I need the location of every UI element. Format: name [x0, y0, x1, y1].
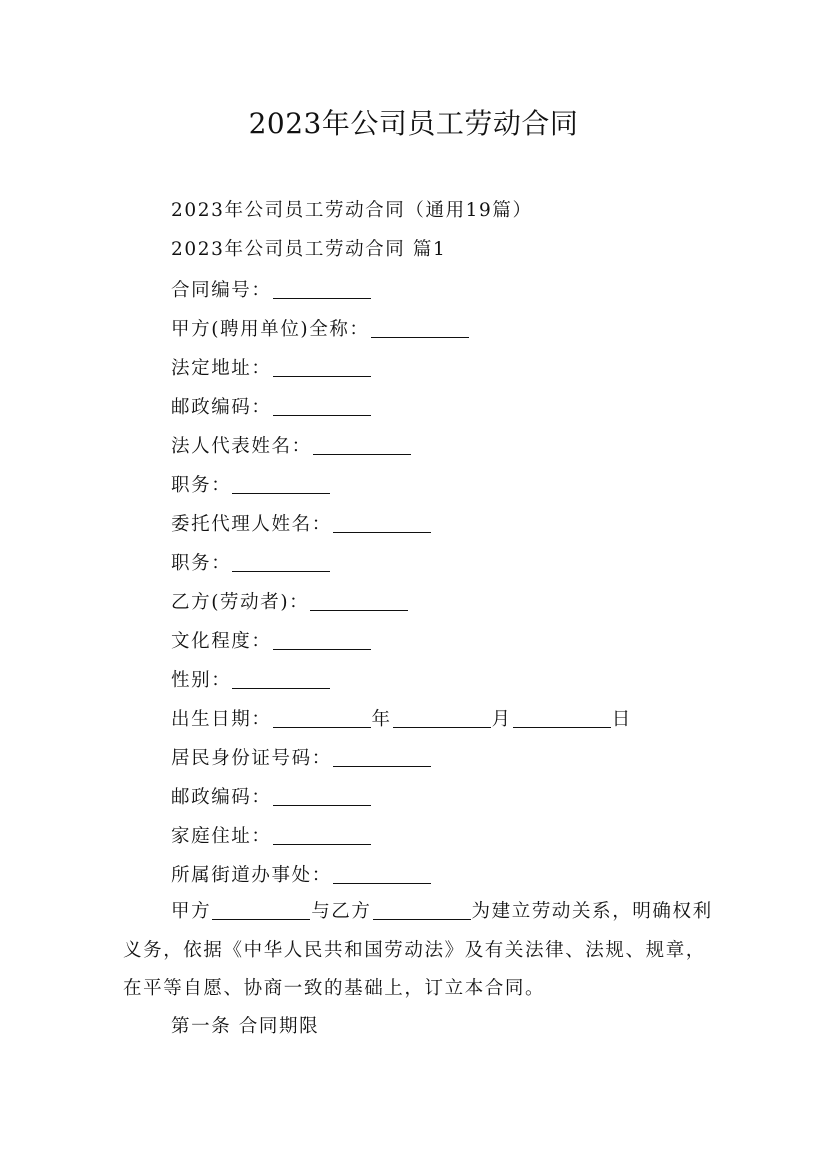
field-education: [171, 627, 372, 655]
field-contract-no: [171, 276, 372, 304]
field-birth-date: [171, 705, 632, 733]
field-position-2: [171, 549, 331, 577]
field-postal-code-a: [171, 393, 372, 421]
year-unit: 年: [371, 709, 392, 730]
document-subtitle: 2023年公司员工劳动合同（通用19篇）: [171, 200, 533, 221]
day-unit: 日: [611, 709, 632, 730]
blank-line: [273, 354, 371, 377]
field-party-b: [171, 588, 409, 616]
field-label: 居民身份证号码：: [171, 748, 332, 769]
field-label: 所属街道办事处：: [171, 865, 332, 886]
blank-line: [333, 744, 431, 767]
field-label: 邮政编码：: [171, 397, 272, 418]
field-position-1: [171, 471, 331, 499]
field-label: 甲方(聘用单位)全称：: [171, 319, 370, 340]
agreement-text-3: 为建立劳动关系，明确权利义务，依据《中华人民共和国劳动法》及有关法律、法规、规章，在平等自愿、协商一致的基础上，订立本合同。: [123, 901, 713, 999]
blank-line: [232, 471, 330, 494]
blank-line: [310, 588, 408, 611]
document-title: 2023年公司员工劳动合同: [248, 107, 579, 140]
blank-line: [273, 276, 371, 299]
field-label: 文化程度：: [171, 631, 272, 652]
blank-line: [333, 861, 431, 884]
blank-line: [273, 705, 371, 728]
field-label: 职务：: [171, 553, 232, 574]
field-legal-address: [171, 354, 372, 382]
field-label: 家庭住址：: [171, 826, 272, 847]
blank-line: [273, 393, 371, 416]
blank-line: [212, 897, 310, 920]
field-label: 出生日期：: [171, 709, 272, 730]
month-unit: 月: [491, 709, 512, 730]
field-label: 性别：: [171, 670, 232, 691]
field-gender: [171, 666, 331, 694]
blank-line: [333, 510, 431, 533]
blank-line: [513, 705, 611, 728]
field-postal-code-b: [171, 783, 372, 811]
field-agent-name: [171, 510, 432, 538]
blank-line: [393, 705, 491, 728]
section-heading: 2023年公司员工劳动合同 篇1: [171, 239, 447, 260]
field-legal-rep-name: [171, 432, 412, 460]
agreement-text-2: 与乙方: [311, 901, 372, 922]
field-label: 合同编号：: [171, 280, 272, 301]
blank-line: [273, 627, 371, 650]
field-street-office: [171, 861, 432, 889]
field-label: 乙方(劳动者)：: [171, 592, 310, 613]
field-home-address: [171, 822, 372, 850]
blank-line: [232, 666, 330, 689]
field-label: 委托代理人姓名：: [171, 514, 332, 535]
agreement-paragraph: [123, 893, 717, 1009]
field-label: 法人代表姓名：: [171, 436, 312, 457]
blank-line: [232, 549, 330, 572]
field-label: 职务：: [171, 475, 232, 496]
agreement-text-1: 甲方: [171, 901, 212, 922]
field-party-a-name: [171, 315, 470, 343]
blank-line: [273, 822, 371, 845]
field-id-number: [171, 744, 432, 772]
blank-line: [313, 432, 411, 455]
blank-line: [273, 783, 371, 806]
field-label: 法定地址：: [171, 358, 272, 379]
field-label: 邮政编码：: [171, 787, 272, 808]
blank-line: [373, 897, 471, 920]
blank-line: [371, 315, 469, 338]
article-heading: 第一条 合同期限: [171, 1016, 320, 1037]
